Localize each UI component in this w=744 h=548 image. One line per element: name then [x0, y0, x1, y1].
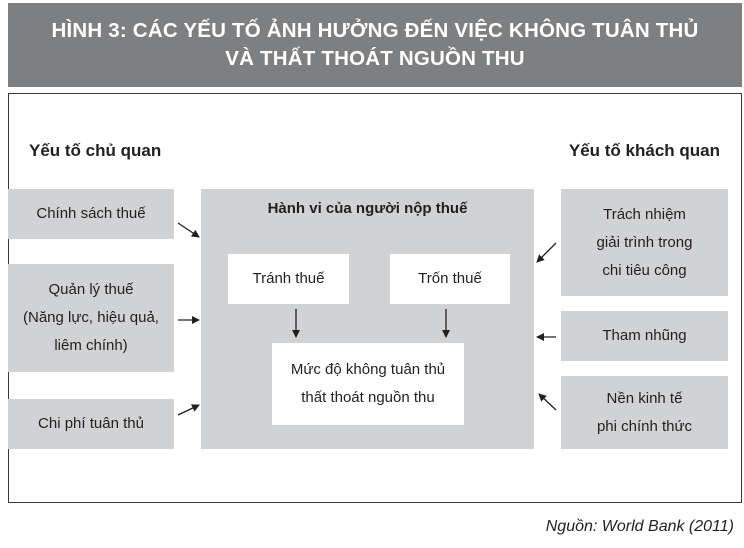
taxpayer-behavior-title: Hành vi của người nộp thuế: [267, 200, 468, 217]
factor-text: chi tiêu công: [602, 261, 687, 279]
figure-title-line-2: VÀ THẤT THOÁT NGUỒN THU: [225, 47, 525, 70]
factor-text: (Năng lực, hiệu quả,: [23, 309, 159, 326]
factor-text: giải trình trong: [596, 233, 693, 251]
factor-text: Trách nhiệm: [603, 205, 686, 223]
factor-text: Chi phí tuân thủ: [38, 415, 144, 432]
subjective-factors-title: Yếu tố chủ quan: [29, 141, 162, 160]
arrow-compliance-cost: [178, 405, 199, 415]
figure-title-line-1: HÌNH 3: CÁC YẾU TỐ ẢNH HƯỞNG ĐẾN VIỆC KHÔNG TUÂN THỦ: [51, 19, 699, 42]
factor-text: Quản lý thuế: [48, 281, 134, 298]
objective-factors-title: Yếu tố khách quan: [568, 141, 720, 160]
factor-text: phi chính thức: [596, 417, 693, 435]
factor-text: Nền kinh tế: [606, 389, 683, 407]
arrow-tax-policy: [178, 223, 199, 237]
tax-evasion-label: Trốn thuế: [418, 270, 482, 287]
factor-text: Chính sách thuế: [36, 205, 146, 222]
tax-avoidance-label: Tránh thuế: [252, 270, 325, 287]
arrow-informal-economy: [539, 394, 556, 410]
factor-text: liêm chính): [54, 337, 128, 354]
result-line-2: thất thoát nguồn thu: [301, 389, 435, 406]
factor-text: Tham nhũng: [602, 327, 687, 344]
result-line-1: Mức độ không tuân thủ: [290, 361, 446, 378]
arrow-accountability: [537, 243, 556, 262]
source-note: Nguồn: World Bank (2011): [545, 518, 734, 535]
